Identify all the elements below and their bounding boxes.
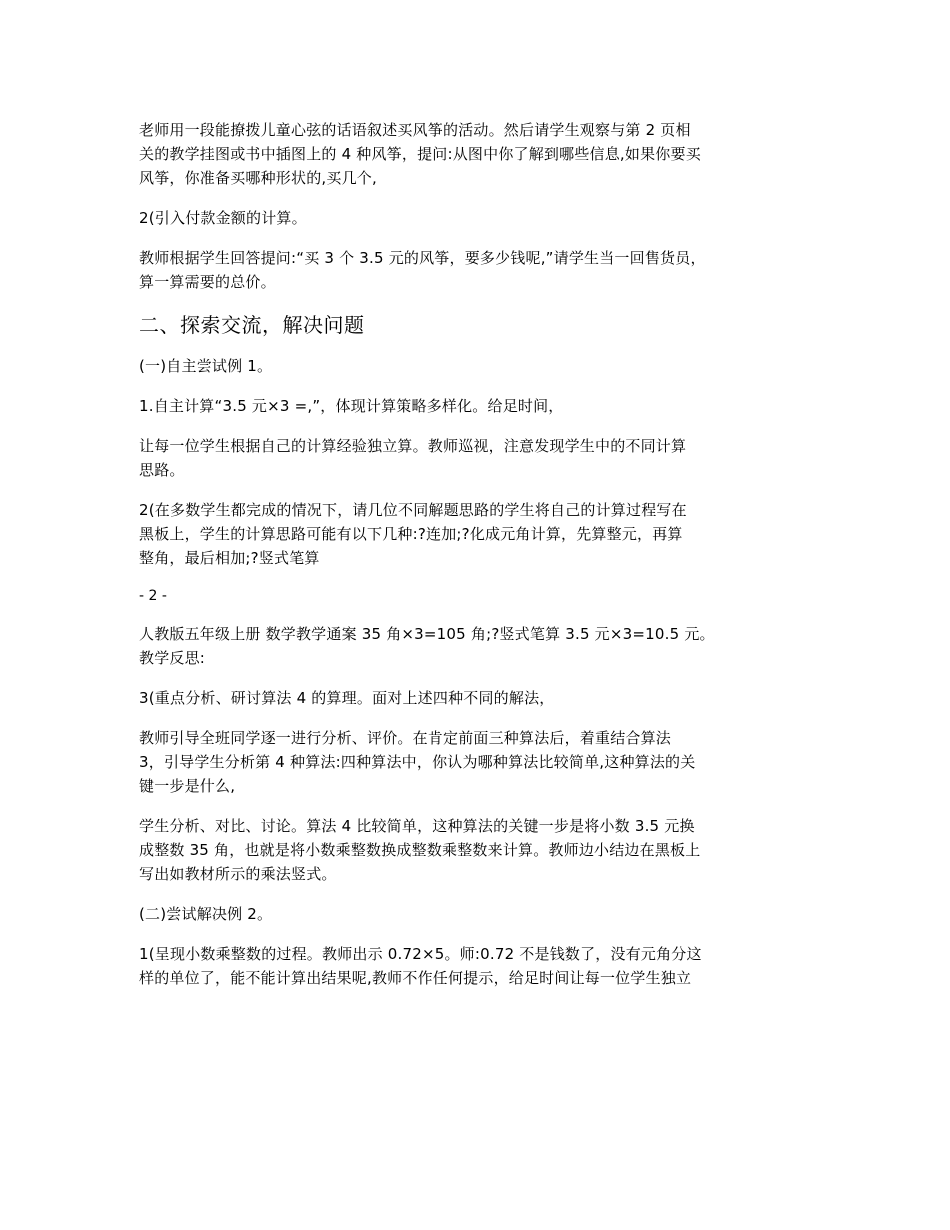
paragraph xyxy=(139,118,829,190)
text-line: 黑板上，学生的计算思路可能有以下几种:?连加;?化成元角计算，先算整元，再算 xyxy=(139,525,683,543)
text-line: 1.自主计算“3.5 元×3 =,”，体现计算策略多样化。给足时间， xyxy=(139,397,564,415)
paragraph xyxy=(139,942,829,990)
text-line: 风筝，你准备买哪种形状的,买几个, xyxy=(139,169,377,187)
paragraph xyxy=(139,206,829,230)
paragraph xyxy=(139,814,829,886)
text-line: 2(引入付款金额的计算。 xyxy=(139,209,307,227)
paragraph xyxy=(139,686,829,710)
paragraph xyxy=(139,246,829,294)
text-line: 3，引导学生分析第 4 种算法:四种算法中，你认为哪种算法比较简单,这种算法的关 xyxy=(139,753,696,771)
text-line: 3(重点分析、研讨算法 4 的算理。面对上述四种不同的解法， xyxy=(139,689,555,707)
text-line: (二)尝试解决例 2。 xyxy=(139,905,273,923)
paragraph xyxy=(139,622,829,670)
paragraph xyxy=(139,434,829,482)
text-line: 教学反思: xyxy=(139,649,206,667)
text-line: 关的教学挂图或书中插图上的 4 种风筝，提问:从图中你了解到哪些信息,如果你要买 xyxy=(139,145,701,163)
text-line: 样的单位了，能不能计算出结果呢,教师不作任何提示，给足时间让每一位学生独立 xyxy=(139,969,692,987)
text-line: 算一算需要的总价。 xyxy=(139,273,276,291)
text-line: 写出如教材所示的乘法竖式。 xyxy=(139,865,337,883)
document-page xyxy=(139,118,829,1006)
text-line: 1(呈现小数乘整数的过程。教师出示 0.72×5。师:0.72 不是钱数了，没有元角分这 xyxy=(139,945,702,963)
section-heading: 二、探索交流，解决问题 xyxy=(139,313,365,337)
paragraph xyxy=(139,354,829,378)
text-line: 老师用一段能撩拨儿童心弦的话语叙述买风筝的活动。然后请学生观察与第 2 页相 xyxy=(139,121,691,139)
paragraph xyxy=(139,726,829,798)
text-line: 教师根据学生回答提问:“买 3 个 3.5 元的风筝，要多少钱呢,”请学生当一回售货员， xyxy=(139,249,706,267)
text-line: 教师引导全班同学逐一进行分析、评价。在肯定前面三种算法后，着重结合算法 xyxy=(139,729,672,747)
text-line: (一)自主尝试例 1。 xyxy=(139,357,273,375)
text-line: 键一步是什么, xyxy=(139,777,236,795)
text-line: 思路。 xyxy=(139,461,185,479)
text-line: 整角，最后相加;?竖式笔算 xyxy=(139,549,320,567)
text-line: 让每一位学生根据自己的计算经验独立算。教师巡视，注意发现学生中的不同计算 xyxy=(139,437,687,455)
text-line: 2(在多数学生都完成的情况下，请几位不同解题思路的学生将自己的计算过程写在 xyxy=(139,501,687,519)
paragraph xyxy=(139,498,829,570)
page-number: - 2 - xyxy=(139,588,167,604)
paragraph xyxy=(139,902,829,926)
text-line: 成整数 35 角，也就是将小数乘整数换成整数乘整数来计算。教师边小结边在黑板上 xyxy=(139,841,701,859)
text-line: 学生分析、对比、讨论。算法 4 比较简单，这种算法的关键一步是将小数 3.5 元换 xyxy=(139,817,695,835)
paragraph xyxy=(139,394,829,418)
text-line: 人教版五年级上册 数学教学通案 35 角×3=105 角;?竖式笔算 3.5 元×3=10.5 元。 xyxy=(139,625,715,643)
